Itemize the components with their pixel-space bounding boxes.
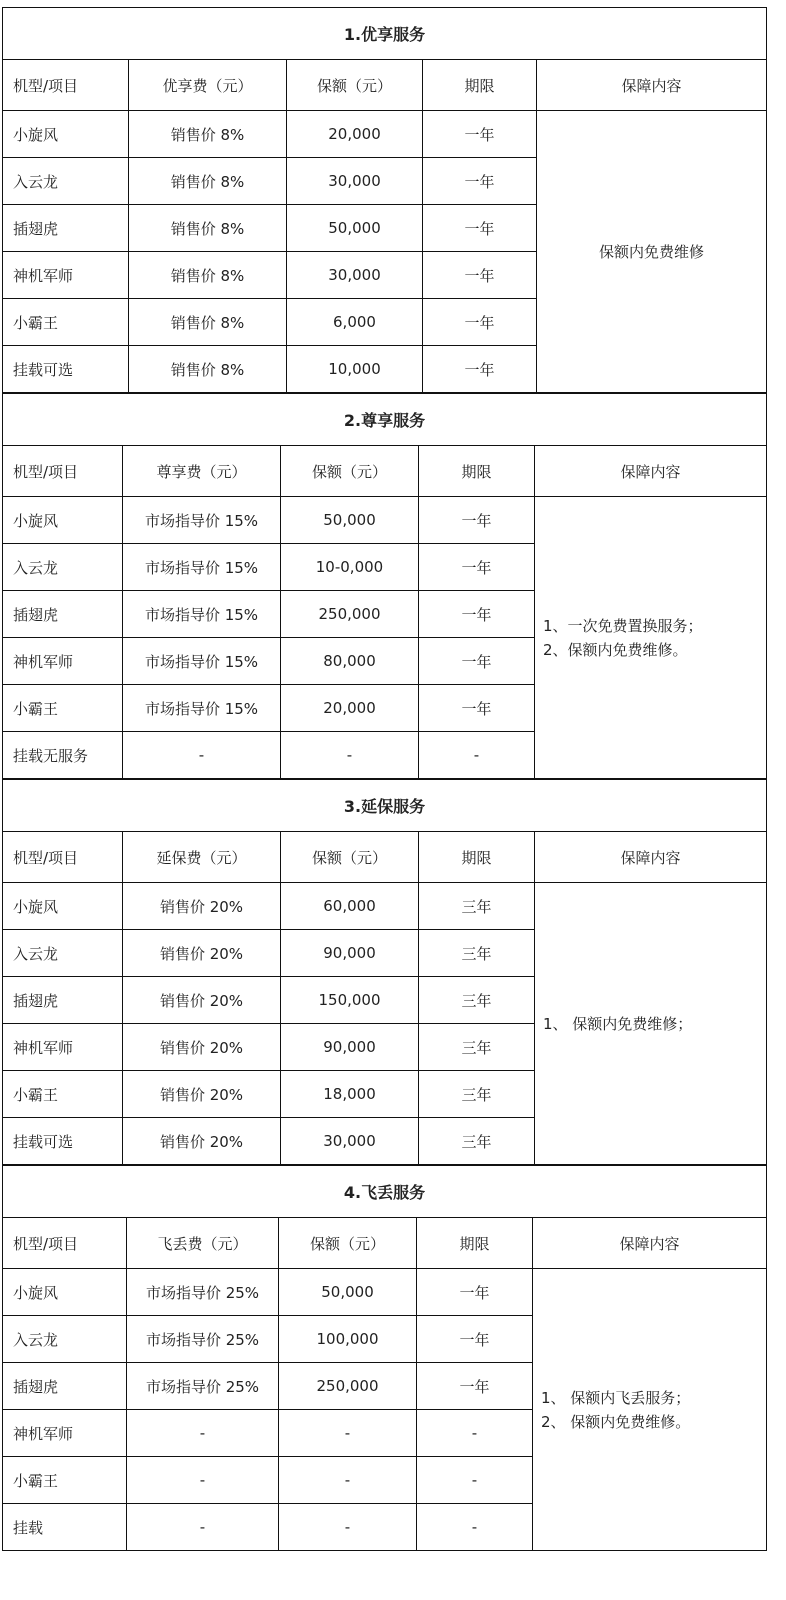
coverage-amount-cell: 50,000	[281, 497, 419, 544]
coverage-amount-cell: 100,000	[279, 1316, 417, 1363]
column-header: 期限	[417, 1218, 533, 1269]
coverage-amount-cell: -	[279, 1504, 417, 1551]
coverage-amount-cell: 10,000	[287, 346, 423, 393]
header-row	[3, 60, 767, 111]
table-row	[3, 883, 767, 930]
coverage-content-cell	[535, 497, 767, 779]
coverage-amount-cell: 60,000	[281, 883, 419, 930]
coverage-content-cell	[535, 883, 767, 1165]
model-cell: 插翅虎	[3, 205, 129, 252]
section-title-row	[3, 780, 767, 832]
model-cell: 小旋风	[3, 111, 129, 158]
fee-cell: 销售价 8%	[129, 158, 287, 205]
coverage-amount-cell: 80,000	[281, 638, 419, 685]
coverage-content-cell	[537, 111, 767, 393]
term-cell: 三年	[419, 1118, 535, 1165]
fee-cell: -	[123, 732, 281, 779]
coverage-amount-cell: 250,000	[279, 1363, 417, 1410]
model-cell: 神机军师	[3, 1410, 127, 1457]
coverage-amount-cell: 6,000	[287, 299, 423, 346]
section-title: 3.延保服务	[3, 780, 767, 832]
section-title: 1.优享服务	[3, 8, 767, 60]
term-cell: 一年	[423, 346, 537, 393]
fee-cell: 市场指导价 15%	[123, 638, 281, 685]
model-cell: 神机军师	[3, 1024, 123, 1071]
term-cell: -	[417, 1410, 533, 1457]
term-cell: 一年	[417, 1269, 533, 1316]
service-section-table	[2, 1165, 767, 1551]
model-cell: 入云龙	[3, 1316, 127, 1363]
fee-cell: 销售价 20%	[123, 1118, 281, 1165]
model-cell: 入云龙	[3, 158, 129, 205]
section-title-row	[3, 8, 767, 60]
section-title: 4.飞丢服务	[3, 1166, 767, 1218]
column-header: 机型/项目	[3, 1218, 127, 1269]
model-cell: 神机军师	[3, 252, 129, 299]
column-header: 延保费（元）	[123, 832, 281, 883]
header-row	[3, 446, 767, 497]
term-cell: 一年	[423, 252, 537, 299]
model-cell: 插翅虎	[3, 1363, 127, 1410]
table-row	[3, 111, 767, 158]
term-cell: 一年	[423, 111, 537, 158]
model-cell: 小霸王	[3, 685, 123, 732]
service-tables	[2, 7, 766, 1551]
term-cell: 三年	[419, 977, 535, 1024]
fee-cell: 销售价 20%	[123, 1071, 281, 1118]
column-header: 机型/项目	[3, 832, 123, 883]
model-cell: 插翅虎	[3, 977, 123, 1024]
term-cell: 一年	[417, 1316, 533, 1363]
coverage-amount-cell: 10-0,000	[281, 544, 419, 591]
column-header: 保额（元）	[281, 832, 419, 883]
coverage-content-cell	[533, 1269, 767, 1551]
fee-cell: 市场指导价 15%	[123, 591, 281, 638]
fee-cell: 销售价 8%	[129, 252, 287, 299]
coverage-amount-cell: 50,000	[279, 1269, 417, 1316]
term-cell: 一年	[419, 685, 535, 732]
fee-cell: 销售价 20%	[123, 1024, 281, 1071]
column-header: 期限	[423, 60, 537, 111]
fee-cell: 市场指导价 15%	[123, 497, 281, 544]
fee-cell: -	[127, 1457, 279, 1504]
term-cell: 一年	[419, 497, 535, 544]
fee-cell: 销售价 8%	[129, 111, 287, 158]
term-cell: 三年	[419, 1071, 535, 1118]
coverage-amount-cell: 90,000	[281, 930, 419, 977]
column-header: 保障内容	[535, 446, 767, 497]
fee-cell: 市场指导价 25%	[127, 1363, 279, 1410]
fee-cell: 销售价 8%	[129, 205, 287, 252]
coverage-amount-cell: -	[279, 1457, 417, 1504]
coverage-amount-cell: -	[281, 732, 419, 779]
coverage-amount-cell: 20,000	[281, 685, 419, 732]
fee-cell: 市场指导价 25%	[127, 1269, 279, 1316]
coverage-amount-cell: 20,000	[287, 111, 423, 158]
column-header: 保障内容	[533, 1218, 767, 1269]
model-cell: 挂载可选	[3, 346, 129, 393]
coverage-amount-cell: -	[279, 1410, 417, 1457]
table-row	[3, 1269, 767, 1316]
fee-cell: -	[127, 1410, 279, 1457]
coverage-amount-cell: 30,000	[287, 158, 423, 205]
model-cell: 挂载无服务	[3, 732, 123, 779]
fee-cell: 市场指导价 25%	[127, 1316, 279, 1363]
term-cell: -	[419, 732, 535, 779]
term-cell: 一年	[423, 205, 537, 252]
coverage-line: 1、 保额内免费维修；	[543, 1014, 693, 1033]
model-cell: 神机军师	[3, 638, 123, 685]
model-cell: 挂载可选	[3, 1118, 123, 1165]
term-cell: 一年	[417, 1363, 533, 1410]
term-cell: 一年	[419, 591, 535, 638]
column-header: 机型/项目	[3, 60, 129, 111]
term-cell: 一年	[419, 544, 535, 591]
fee-cell: 销售价 20%	[123, 977, 281, 1024]
model-cell: 小霸王	[3, 1457, 127, 1504]
column-header: 保额（元）	[281, 446, 419, 497]
section-title-row	[3, 1166, 767, 1218]
service-section-table	[2, 7, 767, 393]
column-header: 优享费（元）	[129, 60, 287, 111]
service-section-table	[2, 393, 767, 779]
model-cell: 插翅虎	[3, 591, 123, 638]
term-cell: -	[417, 1504, 533, 1551]
term-cell: 三年	[419, 930, 535, 977]
model-cell: 挂载	[3, 1504, 127, 1551]
model-cell: 小旋风	[3, 883, 123, 930]
model-cell: 小旋风	[3, 1269, 127, 1316]
fee-cell: 销售价 20%	[123, 930, 281, 977]
term-cell: 一年	[423, 158, 537, 205]
fee-cell: -	[127, 1504, 279, 1551]
column-header: 机型/项目	[3, 446, 123, 497]
column-header: 保额（元）	[287, 60, 423, 111]
term-cell: 一年	[423, 299, 537, 346]
term-cell: -	[417, 1457, 533, 1504]
term-cell: 三年	[419, 883, 535, 930]
column-header: 飞丢费（元）	[127, 1218, 279, 1269]
column-header: 尊享费（元）	[123, 446, 281, 497]
coverage-amount-cell: 18,000	[281, 1071, 419, 1118]
coverage-line: 保额内免费维修	[599, 242, 705, 261]
coverage-line: 1、一次免费置换服务；	[543, 616, 703, 635]
coverage-amount-cell: 50,000	[287, 205, 423, 252]
fee-cell: 市场指导价 15%	[123, 544, 281, 591]
coverage-amount-cell: 90,000	[281, 1024, 419, 1071]
header-row	[3, 832, 767, 883]
coverage-amount-cell: 30,000	[281, 1118, 419, 1165]
coverage-amount-cell: 30,000	[287, 252, 423, 299]
coverage-amount-cell: 150,000	[281, 977, 419, 1024]
model-cell: 小旋风	[3, 497, 123, 544]
term-cell: 一年	[419, 638, 535, 685]
section-title: 2.尊享服务	[3, 394, 767, 446]
coverage-amount-cell: 250,000	[281, 591, 419, 638]
column-header: 期限	[419, 446, 535, 497]
coverage-line: 2、 保额内免费维修。	[541, 1412, 691, 1431]
fee-cell: 销售价 20%	[123, 883, 281, 930]
model-cell: 入云龙	[3, 544, 123, 591]
header-row	[3, 1218, 767, 1269]
column-header: 保障内容	[535, 832, 767, 883]
model-cell: 小霸王	[3, 1071, 123, 1118]
column-header: 保障内容	[537, 60, 767, 111]
column-header: 保额（元）	[279, 1218, 417, 1269]
term-cell: 三年	[419, 1024, 535, 1071]
section-title-row	[3, 394, 767, 446]
table-row	[3, 497, 767, 544]
model-cell: 小霸王	[3, 299, 129, 346]
fee-cell: 销售价 8%	[129, 346, 287, 393]
service-section-table	[2, 779, 767, 1165]
coverage-line: 2、保额内免费维修。	[543, 640, 688, 659]
column-header: 期限	[419, 832, 535, 883]
model-cell: 入云龙	[3, 930, 123, 977]
coverage-line: 1、 保额内飞丢服务；	[541, 1388, 691, 1407]
fee-cell: 市场指导价 15%	[123, 685, 281, 732]
fee-cell: 销售价 8%	[129, 299, 287, 346]
